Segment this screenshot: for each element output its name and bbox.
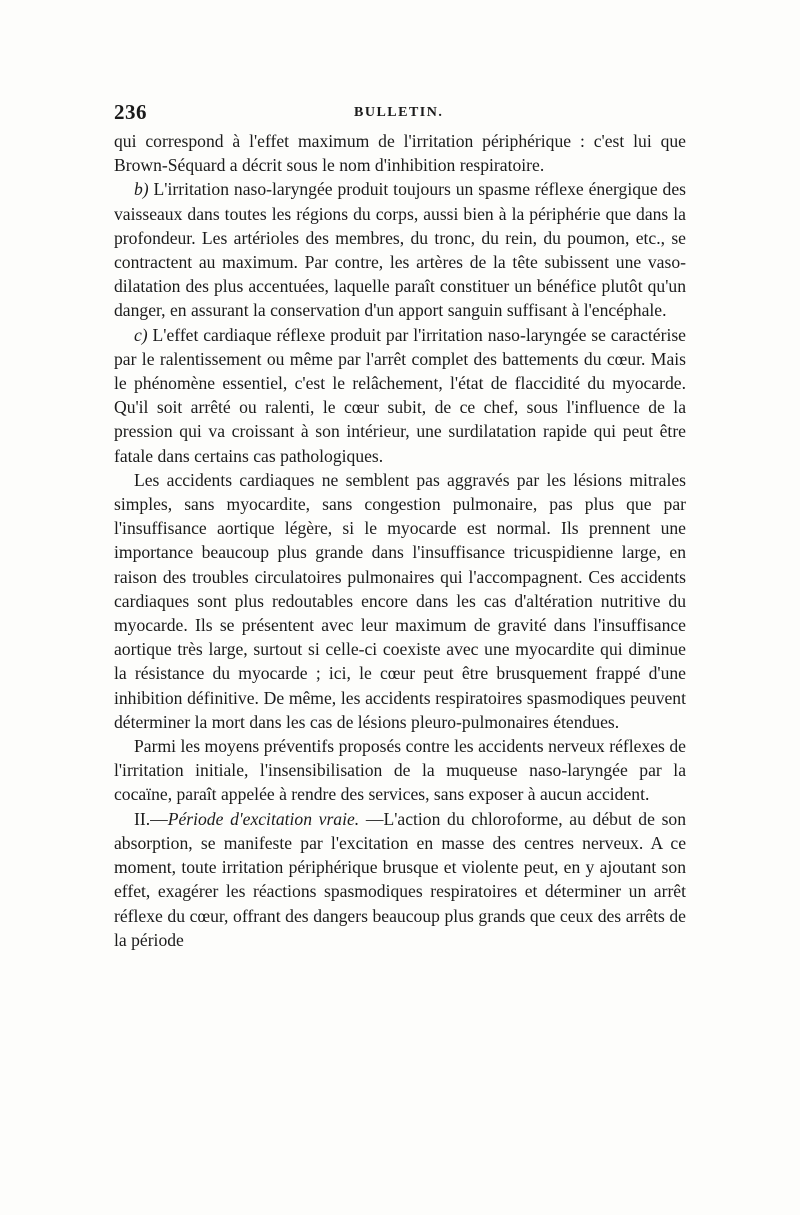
section-heading: Période d'excitation vraie. (167, 808, 360, 829)
paragraph-label: c) (134, 324, 148, 345)
paragraph-text: L'effet cardiaque réflexe produit par l'irritation naso-laryngée se caractérise par le ralentissement ou même par l'arrêt complet des battements du cœur. Mais le phénomène essentiel, c'est le relâchement, l'état de flaccidité du myocarde. Qu'il soit arrêté ou ralenti, le cœur subit, de ce chef, sous l'influence de la pression qui va croissant à son intérieur, une surdilatation rapide qui peut être fatale dans certains cas pathologiques. (114, 324, 686, 466)
section-number: II.— (134, 808, 168, 829)
paragraph-text: Parmi les moyens préventifs proposés contre les accidents nerveux réflexes de l'irritation initiale, l'insensibilisation de la muqueuse naso-laryngée par la cocaïne, paraît appelée à rendre des services, sans exposer à aucun accident. (114, 736, 686, 805)
paragraph-text: Les accidents cardiaques ne semblent pas aggravés par les lésions mitrales simples, sans myocardite, sans congestion pulmonaire, pas plus que par l'insuffisance aortique légère, si le myocarde est normal. Ils prennent une importance beaucoup plus grande dans l'insuffisance tricuspidienne large, en raison des troubles circulatoires pulmonaires qui l'accompagnent. Ces accidents cardiaques sont plus redoutables encore dans les cas d'altération nutritive du myocarde. Ils se présentent avec leur maximum de gravité dans l'insuffisance aortique très large, surtout si celle-ci coexiste avec une myocardite qui diminue la résistance du myocarde ; ici, le cœur peut être brusquement frappé d'une inhibition définitive. De même, les accidents respiratoires spasmodiques peuvent déterminer la mort dans les cas de lésions pleuro-pulmonaires étendues. (114, 469, 686, 732)
paragraph-text: qui correspond à l'effet maximum de l'irritation périphérique : c'est lui que Brown-Séquard a décrit sous le nom d'inhibition respiratoire. (114, 131, 686, 176)
paragraph-preventive-means (114, 734, 686, 807)
paragraph-c (114, 323, 686, 468)
page-number: 236 (114, 100, 147, 124)
paragraph-label: b) (134, 179, 149, 200)
paragraph-cardiac-accidents (114, 468, 686, 734)
paragraph-text: L'irritation naso-laryngée produit toujours un spasme réflexe énergique des vaisseaux dans toutes les régions du corps, aussi bien à la périphérie que dans la profondeur. Les artérioles des membres, du tronc, du rein, du poumon, etc., se contractent au maximum. Par contre, les artères de la tête subissent une vaso-dilatation des plus accentuées, laquelle paraît constituer un bénéfice plutôt qu'un danger, en assurant la conservation d'un apport sanguin suffisant à l'encéphale. (114, 179, 686, 321)
page-header (114, 100, 686, 126)
paragraph-b (114, 177, 686, 322)
paragraph-text: —L'action du chloroforme, au début de son absorption, se manifeste par l'excitation en masse des centres nerveux. A ce moment, toute irritation périphérique brusque et violente peut, en y ajoutant son effet, exagérer les réactions spasmodiques respiratoires et déterminer un arrêt réflexe du cœur, offrant des dangers beaucoup plus grands que ceux des arrêts de la période (114, 808, 687, 950)
body-text (114, 129, 686, 952)
paragraph-continuation (114, 129, 686, 177)
paragraph-section-ii (114, 807, 686, 952)
running-title: BULLETIN. (354, 105, 444, 120)
